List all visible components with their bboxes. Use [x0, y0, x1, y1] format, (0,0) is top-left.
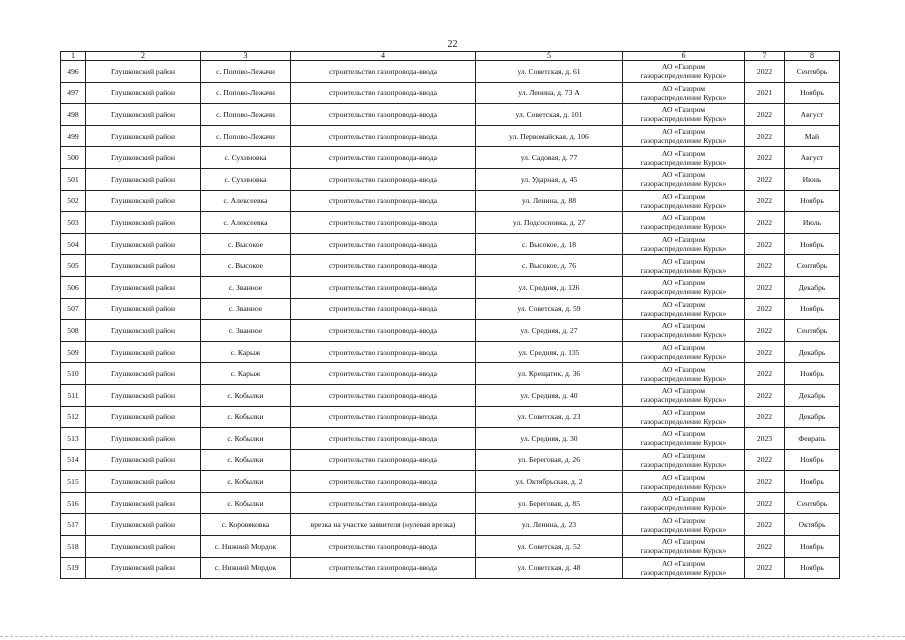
organization-line-1: АО «Газпром [661, 429, 706, 439]
month-cell: Ноябрь [785, 82, 840, 104]
address-cell: ул. Ленина, д. 23 [476, 514, 623, 536]
table-row [61, 406, 840, 428]
address-cell: ул. Ударная, д. 45 [476, 168, 623, 190]
district-cell: Глушковский район [86, 104, 201, 126]
year-cell: 2022 [745, 320, 785, 342]
page-edge-line [0, 636, 905, 638]
month-cell: Декабрь [785, 406, 840, 428]
district-cell: Глушковский район [86, 61, 201, 83]
organization-line-2: газораспределение Курск» [640, 265, 727, 275]
district-cell: Глушковский район [86, 147, 201, 169]
year-cell: 2022 [745, 61, 785, 83]
organization-cell [623, 514, 745, 536]
table-row [61, 384, 840, 406]
district-cell: Глушковский район [86, 233, 201, 255]
address-cell: ул. Береговая, д. 85 [476, 492, 623, 514]
year-cell: 2022 [745, 514, 785, 536]
year-cell: 2022 [745, 276, 785, 298]
organization-line-2: газораспределение Курск» [640, 157, 727, 167]
district-cell: Глушковский район [86, 125, 201, 147]
organization-line-1: АО «Газпром [661, 278, 706, 288]
district-cell: Глушковский район [86, 298, 201, 320]
month-cell: Ноябрь [785, 363, 840, 385]
row-number-cell: 497 [61, 82, 86, 104]
address-cell: ул. Средняя, д. 30 [476, 428, 623, 450]
work-type-cell: строительство газопровода-ввода [291, 341, 476, 363]
address-cell: ул. Советская, д. 59 [476, 298, 623, 320]
address-cell: ул. Советская, д. 48 [476, 557, 623, 579]
organization-line-1: АО «Газпром [661, 321, 706, 331]
month-cell: Ноябрь [785, 233, 840, 255]
locality-cell: с. Званное [201, 276, 291, 298]
month-cell: Сентябрь [785, 255, 840, 277]
organization-line-1: АО «Газпром [661, 537, 706, 547]
address-cell: ул. Береговая, д. 26 [476, 449, 623, 471]
organization-cell [623, 320, 745, 342]
table-row [61, 168, 840, 190]
year-cell: 2022 [745, 557, 785, 579]
district-cell: Глушковский район [86, 492, 201, 514]
year-cell: 2022 [745, 384, 785, 406]
organization-line-2: газораспределение Курск» [640, 459, 727, 469]
locality-cell: с. Высокое [201, 255, 291, 277]
month-cell: Ноябрь [785, 298, 840, 320]
organization-line-2: газораспределение Курск» [640, 308, 727, 318]
organization-line-2: газораспределение Курск» [640, 395, 727, 405]
row-number-cell: 506 [61, 276, 86, 298]
district-cell: Глушковский район [86, 190, 201, 212]
year-cell: 2022 [745, 492, 785, 514]
year-cell: 2022 [745, 168, 785, 190]
row-number-cell: 513 [61, 428, 86, 450]
organization-line-1: АО «Газпром [661, 83, 706, 93]
year-cell: 2022 [745, 125, 785, 147]
column-header: 8 [785, 52, 840, 61]
month-cell: Декабрь [785, 276, 840, 298]
district-cell: Глушковский район [86, 212, 201, 234]
work-type-cell: строительство газопровода-ввода [291, 147, 476, 169]
row-number-cell: 503 [61, 212, 86, 234]
locality-cell: с. Сухиновка [201, 168, 291, 190]
district-cell: Глушковский район [86, 384, 201, 406]
row-number-cell: 508 [61, 320, 86, 342]
row-number-cell: 511 [61, 384, 86, 406]
year-cell: 2022 [745, 147, 785, 169]
organization-cell [623, 298, 745, 320]
organization-line-1: АО «Газпром [661, 235, 706, 245]
locality-cell: с. Званное [201, 298, 291, 320]
column-header: 4 [291, 52, 476, 61]
organization-line-1: АО «Газпром [661, 299, 706, 309]
month-cell: Август [785, 147, 840, 169]
year-cell: 2022 [745, 341, 785, 363]
district-cell: Глушковский район [86, 276, 201, 298]
organization-line-2: газораспределение Курск» [640, 287, 727, 297]
organization-line-2: газораспределение Курск» [640, 567, 727, 577]
row-number-cell: 500 [61, 147, 86, 169]
organization-cell [623, 147, 745, 169]
row-number-cell: 502 [61, 190, 86, 212]
organization-line-1: АО «Газпром [661, 62, 706, 72]
district-cell: Глушковский район [86, 514, 201, 536]
organization-cell [623, 492, 745, 514]
district-cell: Глушковский район [86, 536, 201, 558]
work-type-cell: строительство газопровода-ввода [291, 428, 476, 450]
district-cell: Глушковский район [86, 320, 201, 342]
organization-line-2: газораспределение Курск» [640, 503, 727, 513]
work-type-cell: строительство газопровода-ввода [291, 168, 476, 190]
locality-cell: с. Сухиновка [201, 147, 291, 169]
row-number-cell: 501 [61, 168, 86, 190]
year-cell: 2021 [745, 82, 785, 104]
organization-line-2: газораспределение Курск» [640, 244, 727, 254]
year-cell: 2022 [745, 104, 785, 126]
locality-cell: с. Карыж [201, 363, 291, 385]
organization-cell [623, 341, 745, 363]
organization-cell [623, 255, 745, 277]
district-cell: Глушковский район [86, 406, 201, 428]
organization-line-1: АО «Газпром [661, 191, 706, 201]
district-cell: Глушковский район [86, 428, 201, 450]
address-cell: ул. Советская, д. 61 [476, 61, 623, 83]
work-type-cell: строительство газопровода-ввода [291, 212, 476, 234]
locality-cell: с. Кобылки [201, 492, 291, 514]
organization-line-2: газораспределение Курск» [640, 352, 727, 362]
district-cell: Глушковский район [86, 255, 201, 277]
organization-line-1: АО «Газпром [661, 472, 706, 482]
year-cell: 2022 [745, 471, 785, 493]
table-row [61, 233, 840, 255]
locality-cell: с. Кобылки [201, 428, 291, 450]
year-cell: 2022 [745, 233, 785, 255]
row-number-cell: 498 [61, 104, 86, 126]
month-cell: Ноябрь [785, 449, 840, 471]
organization-line-2: газораспределение Курск» [640, 92, 727, 102]
organization-line-1: АО «Газпром [661, 213, 706, 223]
organization-cell [623, 557, 745, 579]
row-number-cell: 519 [61, 557, 86, 579]
column-header: 1 [61, 52, 86, 61]
column-number-row [61, 52, 840, 61]
row-number-cell: 516 [61, 492, 86, 514]
address-cell: ул. Крещатик, д. 36 [476, 363, 623, 385]
row-number-cell: 505 [61, 255, 86, 277]
address-cell: с. Высокое, д. 76 [476, 255, 623, 277]
organization-cell [623, 363, 745, 385]
year-cell: 2022 [745, 255, 785, 277]
organization-line-1: АО «Газпром [661, 558, 706, 568]
district-cell: Глушковский район [86, 82, 201, 104]
table-row [61, 363, 840, 385]
locality-cell: с. Нижний Мордок [201, 557, 291, 579]
month-cell: Июль [785, 212, 840, 234]
district-cell: Глушковский район [86, 471, 201, 493]
organization-line-2: газораспределение Курск» [640, 114, 727, 124]
work-type-cell: строительство газопровода-ввода [291, 384, 476, 406]
month-cell: Ноябрь [785, 557, 840, 579]
row-number-cell: 504 [61, 233, 86, 255]
row-number-cell: 517 [61, 514, 86, 536]
work-type-cell: строительство газопровода-ввода [291, 449, 476, 471]
month-cell: Июнь [785, 168, 840, 190]
year-cell: 2022 [745, 406, 785, 428]
work-type-cell: строительство газопровода-ввода [291, 104, 476, 126]
year-cell: 2022 [745, 449, 785, 471]
locality-cell: с. Высокое [201, 233, 291, 255]
locality-cell: с. Попово-Лежачи [201, 82, 291, 104]
organization-line-2: газораспределение Курск» [640, 222, 727, 232]
work-type-cell: строительство газопровода-ввода [291, 492, 476, 514]
year-cell: 2023 [745, 428, 785, 450]
organization-line-1: АО «Газпром [661, 515, 706, 525]
work-type-cell: строительство газопровода-ввода [291, 190, 476, 212]
organization-line-1: АО «Газпром [661, 386, 706, 396]
organization-cell [623, 384, 745, 406]
work-type-cell: строительство газопровода-ввода [291, 363, 476, 385]
table-row [61, 514, 840, 536]
organization-cell [623, 190, 745, 212]
month-cell: Ноябрь [785, 190, 840, 212]
work-type-cell: строительство газопровода-ввода [291, 233, 476, 255]
locality-cell: с. Кобылки [201, 449, 291, 471]
work-type-cell: строительство газопровода-ввода [291, 61, 476, 83]
year-cell: 2022 [745, 190, 785, 212]
address-cell: ул. Октябрьская, д. 2 [476, 471, 623, 493]
address-cell: с. Высокое, д. 18 [476, 233, 623, 255]
locality-cell: с. Кобылки [201, 384, 291, 406]
work-type-cell: строительство газопровода-ввода [291, 536, 476, 558]
address-cell: ул. Ленина, д. 88 [476, 190, 623, 212]
organization-line-1: АО «Газпром [661, 256, 706, 266]
row-number-cell: 507 [61, 298, 86, 320]
organization-line-1: АО «Газпром [661, 407, 706, 417]
organization-cell [623, 536, 745, 558]
organization-cell [623, 449, 745, 471]
table-row [61, 125, 840, 147]
organization-line-2: газораспределение Курск» [640, 71, 727, 81]
month-cell: Ноябрь [785, 471, 840, 493]
locality-cell: с. Алексеевка [201, 212, 291, 234]
table-row [61, 536, 840, 558]
table-row [61, 190, 840, 212]
row-number-cell: 518 [61, 536, 86, 558]
address-cell: ул. Садовая, д. 77 [476, 147, 623, 169]
column-header: 6 [623, 52, 745, 61]
table-row [61, 449, 840, 471]
organization-cell [623, 406, 745, 428]
column-header: 3 [201, 52, 291, 61]
table-row [61, 557, 840, 579]
organization-line-2: газораспределение Курск» [640, 330, 727, 340]
address-cell: ул. Советская, д. 52 [476, 536, 623, 558]
organization-line-2: газораспределение Курск» [640, 438, 727, 448]
locality-cell: с. Коровяковка [201, 514, 291, 536]
locality-cell: с. Алексеевка [201, 190, 291, 212]
table-row [61, 341, 840, 363]
organization-cell [623, 428, 745, 450]
address-cell: ул. Советская, д. 23 [476, 406, 623, 428]
work-type-cell: строительство газопровода-ввода [291, 276, 476, 298]
work-type-cell: строительство газопровода-ввода [291, 557, 476, 579]
year-cell: 2022 [745, 536, 785, 558]
work-type-cell: строительство газопровода-ввода [291, 125, 476, 147]
row-number-cell: 515 [61, 471, 86, 493]
locality-cell: с. Попово-Лежачи [201, 125, 291, 147]
work-type-cell: строительство газопровода-ввода [291, 255, 476, 277]
work-type-cell: строительство газопровода-ввода [291, 298, 476, 320]
month-cell: Октябрь [785, 514, 840, 536]
organization-cell [623, 276, 745, 298]
organization-cell [623, 125, 745, 147]
address-cell: ул. Средняя, д. 135 [476, 341, 623, 363]
organization-cell [623, 471, 745, 493]
work-type-cell: строительство газопровода-ввода [291, 406, 476, 428]
year-cell: 2022 [745, 363, 785, 385]
work-type-cell: строительство газопровода-ввода [291, 471, 476, 493]
row-number-cell: 514 [61, 449, 86, 471]
locality-cell: с. Кобылки [201, 471, 291, 493]
month-cell: Ноябрь [785, 536, 840, 558]
work-type-cell: строительство газопровода-ввода [291, 320, 476, 342]
month-cell: Декабрь [785, 384, 840, 406]
organization-line-2: газораспределение Курск» [640, 200, 727, 210]
address-cell: ул. Средняя, д. 27 [476, 320, 623, 342]
table-row [61, 147, 840, 169]
organization-line-1: АО «Газпром [661, 343, 706, 353]
month-cell: Август [785, 104, 840, 126]
year-cell: 2022 [745, 212, 785, 234]
address-cell: ул. Ленина, д. 73 А [476, 82, 623, 104]
address-cell: ул. Первомайская, д. 106 [476, 125, 623, 147]
locality-cell: с. Кобылки [201, 406, 291, 428]
row-number-cell: 499 [61, 125, 86, 147]
organization-line-1: АО «Газпром [661, 494, 706, 504]
organization-line-1: АО «Газпром [661, 105, 706, 115]
district-cell: Глушковский район [86, 363, 201, 385]
organization-line-1: АО «Газпром [661, 450, 706, 460]
table-row [61, 298, 840, 320]
month-cell: Феврапь [785, 428, 840, 450]
organization-line-2: газораспределение Курск» [640, 373, 727, 383]
table-row [61, 276, 840, 298]
month-cell: Май [785, 125, 840, 147]
gasification-table [60, 51, 840, 579]
organization-cell [623, 212, 745, 234]
column-header: 7 [745, 52, 785, 61]
organization-line-1: АО «Газпром [661, 148, 706, 158]
organization-cell [623, 233, 745, 255]
locality-cell: с. Званное [201, 320, 291, 342]
work-type-cell: строительство газопровода-ввода [291, 82, 476, 104]
table-row [61, 104, 840, 126]
year-cell: 2022 [745, 298, 785, 320]
row-number-cell: 509 [61, 341, 86, 363]
district-cell: Глушковский район [86, 557, 201, 579]
organization-line-1: АО «Газпром [661, 170, 706, 180]
district-cell: Глушковский район [86, 168, 201, 190]
page-number: 22 [447, 39, 458, 50]
address-cell: ул. Подсосновка, д. 27 [476, 212, 623, 234]
organization-line-1: АО «Газпром [661, 127, 706, 137]
locality-cell: с. Попово-Лежачи [201, 104, 291, 126]
month-cell: Сентябрь [785, 320, 840, 342]
organization-cell [623, 168, 745, 190]
month-cell: Сентябрь [785, 492, 840, 514]
month-cell: Сентябрь [785, 61, 840, 83]
organization-line-2: газораспределение Курск» [640, 416, 727, 426]
table-row [61, 255, 840, 277]
row-number-cell: 510 [61, 363, 86, 385]
district-cell: Глушковский район [86, 341, 201, 363]
table-row [61, 492, 840, 514]
district-cell: Глушковский район [86, 449, 201, 471]
work-type-cell: врезка на участке заявителя (нулевая врезка) [291, 514, 476, 536]
organization-line-2: газораспределение Курск» [640, 136, 727, 146]
month-cell: Декабрь [785, 341, 840, 363]
organization-line-2: газораспределение Курск» [640, 481, 727, 491]
organization-cell [623, 104, 745, 126]
organization-cell [623, 61, 745, 83]
organization-line-1: АО «Газпром [661, 364, 706, 374]
table-row [61, 82, 840, 104]
column-header: 2 [86, 52, 201, 61]
row-number-cell: 512 [61, 406, 86, 428]
table-row [61, 61, 840, 83]
organization-cell [623, 82, 745, 104]
column-header: 5 [476, 52, 623, 61]
locality-cell: с. Карыж [201, 341, 291, 363]
table-body [61, 61, 840, 579]
row-number-cell: 496 [61, 61, 86, 83]
address-cell: ул. Средняя, д. 40 [476, 384, 623, 406]
table-row [61, 212, 840, 234]
locality-cell: с. Попово-Лежачи [201, 61, 291, 83]
table-row [61, 320, 840, 342]
organization-line-2: газораспределение Курск» [640, 546, 727, 556]
locality-cell: с. Нижний Мордок [201, 536, 291, 558]
table-row [61, 428, 840, 450]
organization-line-2: газораспределение Курск» [640, 524, 727, 534]
table-row [61, 471, 840, 493]
address-cell: ул. Средняя, д. 126 [476, 276, 623, 298]
address-cell: ул. Советская, д. 101 [476, 104, 623, 126]
organization-line-2: газораспределение Курск» [640, 179, 727, 189]
